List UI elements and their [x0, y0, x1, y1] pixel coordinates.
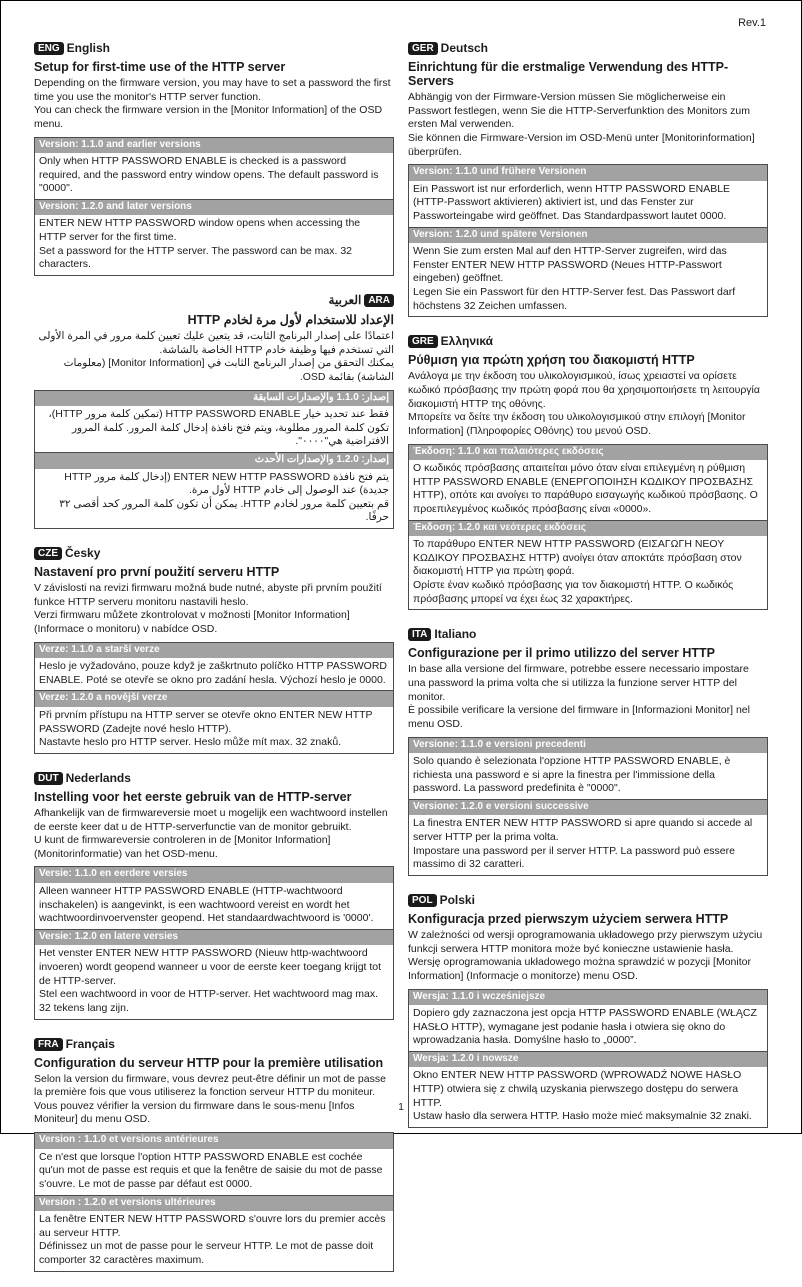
section-intro	[34, 1073, 394, 1128]
version-body	[35, 1211, 393, 1271]
version-table	[34, 137, 394, 276]
language-header	[408, 39, 768, 57]
section-intro	[408, 663, 768, 731]
version-header: Version: 1.2.0 and later versions	[35, 199, 393, 216]
language-tag: CZE	[34, 547, 62, 560]
language-name: Nederlands	[65, 770, 131, 785]
language-section	[408, 891, 768, 1128]
intro-paragraph: U kunt de firmwareversie controleren in de [Monitor Information] (Monitorinformatie) van het OSD-menu.	[34, 834, 331, 860]
language-name: Italiano	[434, 627, 477, 642]
version-header: Version : 1.2.0 et versions ultérieures	[35, 1195, 393, 1212]
version-header: إصدار: 1.2.0 والإصدارات الأحدث	[35, 452, 393, 469]
language-section	[34, 39, 394, 276]
language-name: Français	[65, 1036, 115, 1051]
version-header: Έκδοση: 1.1.0 και παλαιότερες εκδόσεις	[409, 445, 767, 461]
version-paragraph: Wenn Sie zum ersten Mal auf den HTTP-Server zugreifen, wird das Fenster ENTER NEW HTTP PASSWORD (Neues HTTP-Passwort eingeben) geöffnet.	[413, 245, 727, 285]
language-section	[408, 625, 768, 876]
intro-paragraph: Afhankelijk van de firmwareversie moet u mogelijk een wachtwoord instellen de eerste keer dat u de HTTP-serverfunctie van de monitor gebruikt.	[34, 806, 388, 833]
language-section	[34, 1035, 394, 1272]
version-body	[409, 1067, 767, 1127]
version-paragraph: Nastavte heslo pro HTTP server. Heslo může mít max. 32 znaků.	[39, 736, 342, 749]
version-header: Verze: 1.1.0 a starší verze	[35, 643, 393, 659]
version-paragraph: Impostare una password per il server HTTP. La password può essere massimo di 32 caratteri.	[413, 844, 735, 871]
intro-paragraph: Selon la version du firmware, vous devrez peut-être définir un mot de passe la première fois que vous utiliserez la fonction serveur HTTP du moniteur.	[34, 1072, 386, 1099]
language-tag: GRE	[408, 335, 438, 348]
version-paragraph: Ein Passwort ist nur erforderlich, wenn HTTP PASSWORD ENABLE (HTTP-Passwort aktivieren) aktiviert ist, und das Fenster zur Passworteingabe wird geöffnet. Das Standardpasswort lautet 0000.	[413, 182, 731, 222]
version-header: Versione: 1.1.0 e versioni precedenti	[409, 738, 767, 754]
version-table	[34, 1132, 394, 1271]
version-body	[409, 181, 767, 227]
version-paragraph: يتم فتح نافذة ENTER NEW HTTP PASSWORD (إدخال كلمة مرور HTTP جديدة) عند الوصول إلى خادم HTTP لأول مرة.	[64, 470, 389, 497]
language-tag: ENG	[34, 42, 64, 55]
language-tag: ITA	[408, 628, 431, 641]
version-body	[409, 1005, 767, 1051]
version-table	[408, 164, 768, 317]
section-intro	[34, 807, 394, 862]
intro-paragraph: Μπορείτε να δείτε την έκδοση του υλικολογισμικού στην επιλογή [Monitor Information] (Πληροφορίες Οθόνης) του μενού OSD.	[408, 411, 746, 437]
section-title: Nastavení pro první použití serveru HTTP	[34, 565, 280, 580]
intro-paragraph: اعتمادًا على إصدار البرنامج الثابت، قد يتعين عليك تعيين كلمة مرور في المرة الأولى التي تستخدم فيها وظيفة خادم HTTP الخاصة بالشاشة.	[38, 330, 394, 356]
intro-paragraph: Ανάλογα με την έκδοση του υλικολογισμικού, ίσως χρειαστεί να ορίσετε κωδικό πρόσβασης την πρώτη φορά που θα χρησιμοποιήσετε τη λειτουργία διακομιστή HTTP της οθόνης.	[408, 370, 760, 410]
language-section	[408, 332, 768, 610]
version-table	[408, 737, 768, 876]
version-header: Έκδοση: 1.2.0 και νεότερες εκδόσεις	[409, 520, 767, 537]
version-paragraph: Stel een wachtwoord in voor de HTTP-server. Het wachtwoord mag max. 32 tekens lang zijn.	[39, 988, 379, 1014]
version-paragraph: Ustaw hasło dla serwera HTTP. Hasło może mieć maksymalnie 32 znaki.	[413, 1110, 752, 1123]
section-title: الإعداد للاستخدام لأول مرة لخادم HTTP	[187, 313, 394, 328]
version-body	[35, 469, 393, 529]
version-paragraph: Okno ENTER NEW HTTP PASSWORD (WPROWADŹ NOWE HASŁO HTTP) otwiera się z chwilą uzyskania pierwszego dostępu do serwera HTTP.	[413, 1069, 742, 1109]
language-tag: GER	[408, 42, 438, 55]
version-header: Verze: 1.2.0 a novější verze	[35, 690, 393, 707]
version-paragraph: Only when HTTP PASSWORD ENABLE is checked is a password required, and the password entry window opens. The default password is "0000".	[39, 155, 379, 195]
language-name: Ελληνικά	[440, 334, 494, 349]
version-header: إصدار: 1.1.0 والإصدارات السابقة	[35, 391, 393, 407]
intro-paragraph: W zależności od wersji oprogramowania układowego przy pierwszym użyciu funkcji serwera HTTP monitora może być konieczne ustawienie hasła.	[408, 928, 763, 955]
language-tag: DUT	[34, 772, 63, 785]
intro-paragraph: Verzi firmwaru můžete zkontrolovat v možnosti [Monitor Information] (Informace o monitoru) v nabídce OSD.	[34, 609, 350, 636]
version-body	[35, 406, 393, 452]
version-paragraph: Alleen wanneer HTTP PASSWORD ENABLE (HTTP-wachtwoord inschakelen) is aangevinkt, is een wachtwoord vereist en wordt het wachtwoordinvoervenster geopend. Het standaardwachtwoord is '0000'.	[39, 884, 374, 925]
version-paragraph: Dopiero gdy zaznaczona jest opcja HTTP PASSWORD ENABLE (WŁĄCZ HASŁO HTTP), wymagane jest podanie hasła i otwiera się okno do wprowadzania hasła. Domyślne hasło to „0000”.	[413, 1007, 757, 1047]
intro-paragraph: Wersję oprogramowania układowego można sprawdzić w pozycji [Monitor Information] (Informacje o monitorze) menu OSD.	[408, 956, 751, 982]
language-header	[408, 332, 768, 350]
intro-paragraph: Depending on the firmware version, you may have to set a password the first time you use the monitor's HTTP server function.	[34, 77, 391, 103]
language-tag: POL	[408, 894, 437, 907]
version-header: Versie: 1.2.0 en latere versies	[35, 929, 393, 946]
version-paragraph: قم بتعيين كلمة مرور لخادم HTTP. يمكن أن تكون كلمة المرور كحد أقصى ٣٢ حرفًا.	[59, 497, 389, 524]
intro-paragraph: You can check the firmware version in the [Monitor Information] of the OSD menu.	[34, 104, 383, 130]
version-body	[409, 815, 767, 875]
language-header	[34, 544, 394, 562]
right-column	[408, 39, 768, 1143]
version-table	[34, 866, 394, 1019]
section-intro	[408, 370, 768, 438]
version-paragraph: Solo quando è selezionata l'opzione HTTP PASSWORD ENABLE, è richiesta una password e si apre la finestra per l'immissione della password. La password predefinita è "0000".	[413, 755, 731, 795]
section-title: Einrichtung für die erstmalige Verwendung des HTTP-Servers	[408, 60, 729, 88]
section-title: Instelling voor het eerste gebruik van de HTTP-server	[34, 789, 352, 804]
intro-paragraph: Sie können die Firmware-Version im OSD-Menü unter [Monitorinformation] überprüfen.	[408, 131, 755, 158]
version-body	[35, 945, 393, 1018]
version-body	[35, 153, 393, 199]
intro-paragraph: È possibile verificare la versione del firmware in [Informazioni Monitor] nel menu OSD.	[408, 704, 750, 730]
version-paragraph: La fenêtre ENTER NEW HTTP PASSWORD s'ouvre lors du premier accès au serveur HTTP.	[39, 1213, 386, 1239]
language-header	[34, 1035, 394, 1053]
version-paragraph: Το παράθυρο ENTER NEW HTTP PASSWORD (ΕΙΣΑΓΩΓΗ ΝΕΟΥ ΚΩΔΙΚΟΥ ΠΡΟΣΒΑΣΗΣ HTTP) ανοίγει όταν αποκτάτε πρόσβαση στον διακομιστή HTTP για πρώτη φορά.	[413, 538, 742, 578]
version-header: Version: 1.1.0 und frühere Versionen	[409, 165, 767, 181]
version-paragraph: Heslo je vyžadováno, pouze když je zaškrtnuto políčko HTTP PASSWORD ENABLE. Poté se otevře se okno pro zadání hesla. Výchozí heslo je 0000.	[39, 660, 388, 686]
language-tag: ARA	[364, 294, 394, 307]
intro-paragraph: Vous pouvez vérifier la version du firmware dans le sous-menu [Infos Moniteur] du menu OSD.	[34, 1099, 355, 1126]
version-header: Wersja: 1.2.0 i nowsze	[409, 1051, 767, 1068]
language-name: العربية	[328, 293, 362, 308]
version-body	[409, 460, 767, 520]
language-header	[34, 291, 394, 309]
intro-paragraph: V závislosti na revizi firmwaru možná bude nutné, abyste při prvním použití funkce HTTP serveru monitoru nastavili heslo.	[34, 582, 382, 608]
version-paragraph: La finestra ENTER NEW HTTP PASSWORD si apre quando si accede al server HTTP per la prima volta.	[413, 817, 753, 844]
version-header: Versie: 1.1.0 en eerdere versies	[35, 867, 393, 883]
language-header	[408, 891, 768, 909]
section-title: Konfiguracja przed pierwszym użyciem serwera HTTP	[408, 911, 729, 926]
version-body	[409, 243, 767, 316]
language-section	[408, 39, 768, 317]
version-paragraph: ENTER NEW HTTP PASSWORD window opens when accessing the HTTP server for the first time.	[39, 217, 361, 244]
language-section	[34, 291, 394, 529]
section-title: Configuration du serveur HTTP pour la première utilisation	[34, 1055, 384, 1070]
version-body	[409, 536, 767, 609]
language-header	[34, 769, 394, 787]
language-name: English	[66, 41, 111, 55]
language-header	[34, 39, 394, 57]
section-title: Configurazione per il primo utilizzo del server HTTP	[408, 646, 715, 661]
version-body	[35, 215, 393, 275]
version-paragraph: Set a password for the HTTP server. The password can be max. 32 characters.	[39, 244, 353, 271]
intro-paragraph: In base alla versione del firmware, potrebbe essere necessario impostare una password la prima volta che si utilizza la funzione server HTTP del monitor.	[408, 663, 749, 703]
version-paragraph: Při prvním přístupu na HTTP server se otevře okno ENTER NEW HTTP PASSWORD (Zadejte nové heslo HTTP).	[39, 708, 373, 735]
language-name: Česky	[65, 546, 101, 561]
language-name: Deutsch	[440, 41, 489, 55]
version-paragraph: فقط عند تحديد خيار HTTP PASSWORD ENABLE (تمكين كلمة مرور HTTP)، تكون كلمة المرور مطلوبة، ويتم فتح نافذة إدخال كلمة المرور. كلمة المرور الافتراضية هي"٠٠٠٠".	[48, 408, 389, 448]
version-header: Version: 1.2.0 und spätere Versionen	[409, 227, 767, 244]
version-body	[35, 1149, 393, 1195]
version-paragraph: Ο κωδικός πρόσβασης απαιτείται μόνο όταν είναι επιλεγμένη η ρύθμιση HTTP PASSWORD ENABLE (ΕΝΕΡΓΟΠΟΙΗΣΗ ΚΩΔΙΚΟΥ ΠΡΟΣΒΑΣΗΣ HTTP), οπότε και ανοίγει το παράθυρο εισαγωγής κωδικού πρόσβασης. Ο προεπιλεγμένος κωδικός πρόσβασης είναι «0000».	[413, 462, 758, 515]
version-header: Version: 1.1.0 and earlier versions	[35, 138, 393, 154]
version-body	[35, 707, 393, 753]
language-name: Polski	[439, 892, 475, 907]
section-intro	[408, 91, 768, 159]
revision-label: Rev.1	[738, 17, 766, 29]
left-column	[34, 39, 394, 1287]
version-body	[35, 658, 393, 690]
section-intro	[408, 929, 768, 984]
version-table	[34, 390, 394, 529]
language-tag: FRA	[34, 1038, 63, 1051]
language-section	[34, 769, 394, 1020]
section-intro	[34, 77, 394, 132]
section-title: Setup for first-time use of the HTTP server	[34, 60, 286, 74]
version-header: Version : 1.1.0 et versions antérieures	[35, 1133, 393, 1149]
version-paragraph: Legen Sie ein Passwort für den HTTP-Server fest. Das Passwort darf höchstens 32 Zeichen umfassen.	[413, 286, 736, 312]
section-title: Ρύθμιση για πρώτη χρήση του διακομιστή HTTP	[408, 353, 695, 368]
version-body	[409, 753, 767, 799]
version-paragraph: Définissez un mot de passe pour le serveur HTTP. Le mot de passe doit comporter 32 caractères maximum.	[39, 1240, 374, 1266]
version-table	[34, 642, 394, 754]
page-number: 1	[398, 1102, 404, 1113]
version-paragraph: Het venster ENTER NEW HTTP PASSWORD (Nieuw http-wachtwoord invoeren) wordt geopend wanneer u voor de eerste keer toegang krijgt tot de HTTP-server.	[39, 947, 382, 987]
language-header	[408, 625, 768, 643]
version-body	[35, 883, 393, 929]
content-columns	[34, 39, 768, 1287]
version-header: Versione: 1.2.0 e versioni successive	[409, 799, 767, 816]
language-section	[34, 544, 394, 754]
section-intro	[34, 582, 394, 637]
intro-paragraph: Abhängig von der Firmware-Version müssen Sie möglicherweise ein Passwort festlegen, wenn Sie die HTTP-Serverfunktion des Monitors zum ersten Mal verwenden.	[408, 91, 750, 131]
version-header: Wersja: 1.1.0 i wcześniejsze	[409, 990, 767, 1006]
version-paragraph: Ce n'est que lorsque l'option HTTP PASSWORD ENABLE est cochée qu'un mot de passe est requis et que la fenêtre de saisie du mot de passe s'ouvre. Le mot de passe par défaut est 0000.	[39, 1150, 383, 1190]
version-paragraph: Ορίστε έναν κωδικό πρόσβασης για τον διακομιστή HTTP. Ο κωδικός πρόσβασης μπορεί να έχει έως 32 χαρακτήρες.	[413, 579, 734, 605]
intro-paragraph: يمكنك التحقق من إصدار البرنامج الثابت في [Monitor Information] (معلومات الشاشة) بقائمة OSD.	[63, 357, 394, 383]
version-table	[408, 444, 768, 611]
section-intro	[34, 330, 394, 385]
